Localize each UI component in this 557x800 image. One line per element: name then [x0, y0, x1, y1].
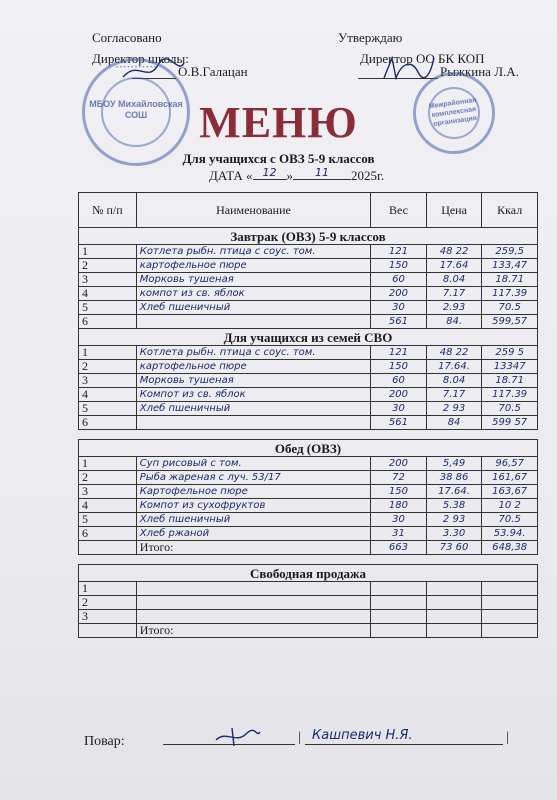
dish-name: Итого:: [136, 541, 370, 555]
dish-name: Хлеб пшеничный: [136, 513, 370, 527]
section-gap: [79, 430, 538, 440]
cook-name-bracket-right: |: [506, 730, 509, 745]
table-row: [79, 416, 538, 430]
dish-weight: 30: [371, 402, 427, 416]
dish-kcal: 259 5: [482, 346, 538, 360]
table-row: [79, 287, 538, 301]
dish-name: Морковь тушеная: [136, 273, 370, 287]
row-number: 3: [79, 485, 137, 499]
dish-kcal: 70.5: [482, 402, 538, 416]
table-row: [79, 596, 538, 610]
row-number: 2: [79, 471, 137, 485]
dish-name: картофельное пюре: [136, 360, 370, 374]
dish-weight: 30: [371, 513, 427, 527]
dish-price: 3.30: [426, 527, 482, 541]
dish-kcal: [482, 582, 538, 596]
dish-kcal: 133,47: [482, 259, 538, 273]
row-number: 2: [79, 259, 137, 273]
dish-weight: 60: [371, 273, 427, 287]
cook-name: Кашпевич Н.Я.: [312, 728, 413, 743]
row-number: 2: [79, 596, 137, 610]
table-row: [79, 499, 538, 513]
row-number: 3: [79, 374, 137, 388]
dish-price: 5.38: [426, 499, 482, 513]
dish-weight: 561: [371, 416, 427, 430]
table-row: [79, 374, 538, 388]
row-number: 3: [79, 273, 137, 287]
dish-name: картофельное пюре: [136, 259, 370, 273]
dish-kcal: 259,5: [482, 245, 538, 259]
dish-price: 48 22: [426, 245, 482, 259]
dish-weight: [371, 596, 427, 610]
dish-weight: 663: [371, 541, 427, 555]
dish-name: Итого:: [136, 624, 370, 638]
dish-price: 2 93: [426, 513, 482, 527]
dish-kcal: 599 57: [482, 416, 538, 430]
row-number: 6: [79, 416, 137, 430]
dish-kcal: 10 2: [482, 499, 538, 513]
dish-weight: 200: [371, 388, 427, 402]
dish-price: 84: [426, 416, 482, 430]
table-row: [79, 582, 538, 596]
col-weight-header: Вес: [371, 193, 427, 228]
date-month: 11: [293, 166, 351, 180]
dish-kcal: 70.5: [482, 301, 538, 315]
dish-name: Суп рисовый с том.: [136, 457, 370, 471]
section-title: Свободная продажа: [79, 565, 538, 582]
menu-table-body: [79, 228, 538, 638]
left-school-stamp-icon: • • • • • • • • • • • МБОУ Михайловская СОШ: [82, 58, 190, 166]
dish-weight: [371, 624, 427, 638]
right-org-stamp-icon: Межрайонная комплексная организация: [408, 67, 501, 160]
row-number: 6: [79, 315, 137, 329]
dish-kcal: 163,67: [482, 485, 538, 499]
row-number: 1: [79, 346, 137, 360]
row-number: 4: [79, 499, 137, 513]
cook-signature-icon: [212, 726, 262, 748]
dish-price: 8.04: [426, 273, 482, 287]
dish-price: 48 22: [426, 346, 482, 360]
left-approval-title: Согласовано: [92, 30, 162, 45]
section-title: Обед (ОВЗ): [79, 440, 538, 457]
table-row: [79, 273, 538, 287]
cook-label: Повар:: [84, 734, 125, 749]
col-name-header: Наименование: [136, 193, 370, 228]
section-header-row: [79, 329, 538, 346]
table-row: [79, 541, 538, 555]
dish-kcal: 96,57: [482, 457, 538, 471]
dish-price: 38 86: [426, 471, 482, 485]
dish-weight: 150: [371, 259, 427, 273]
dish-price: 17.64.: [426, 485, 482, 499]
table-row: [79, 346, 538, 360]
table-row: [79, 259, 538, 273]
dish-price: [426, 596, 482, 610]
dish-price: 8.04: [426, 374, 482, 388]
dish-kcal: 53.94.: [482, 527, 538, 541]
dish-price: 7.17: [426, 287, 482, 301]
row-number: 5: [79, 301, 137, 315]
dish-kcal: 599,57: [482, 315, 538, 329]
dish-price: 73 60: [426, 541, 482, 555]
page-title: МЕНЮ: [199, 98, 358, 147]
dish-name: Компот из св. яблок: [136, 388, 370, 402]
page-subtitle: Для учащихся с ОВЗ 5-9 классов: [182, 151, 375, 166]
dish-weight: 150: [371, 485, 427, 499]
col-kcal-header: Ккал: [482, 193, 538, 228]
dish-name: Морковь тушеная: [136, 374, 370, 388]
table-row: [79, 315, 538, 329]
dish-price: [426, 624, 482, 638]
left-approval-role: Директор школы:: [92, 51, 189, 66]
dish-kcal: 117.39: [482, 287, 538, 301]
section-gap: [79, 555, 538, 565]
dish-weight: 60: [371, 374, 427, 388]
dish-kcal: 648,38: [482, 541, 538, 555]
table-row: [79, 610, 538, 624]
dish-kcal: 13347: [482, 360, 538, 374]
right-approval-role: Директор ОО БК КОП: [360, 51, 485, 66]
row-number: 1: [79, 457, 137, 471]
dish-weight: 30: [371, 301, 427, 315]
row-number: 5: [79, 402, 137, 416]
table-row: [79, 471, 538, 485]
table-row: [79, 245, 538, 259]
cook-name-line: [305, 744, 503, 745]
dish-name: [136, 416, 370, 430]
row-number: 1: [79, 245, 137, 259]
dish-weight: 180: [371, 499, 427, 513]
dish-price: [426, 582, 482, 596]
row-number: 5: [79, 513, 137, 527]
dish-price: 5,49: [426, 457, 482, 471]
dish-name: Хлеб пшеничный: [136, 402, 370, 416]
dish-kcal: [482, 624, 538, 638]
section-header-row: [79, 440, 538, 457]
section-title: Для учащихся из семей СВО: [79, 329, 538, 346]
dish-kcal: [482, 610, 538, 624]
row-number: 2: [79, 360, 137, 374]
table-row: [79, 402, 538, 416]
menu-table: [78, 192, 538, 638]
dish-price: 84.: [426, 315, 482, 329]
dish-weight: 121: [371, 346, 427, 360]
dish-kcal: 70.5: [482, 513, 538, 527]
row-number: [79, 624, 137, 638]
dish-name: Котлета рыбн. птица с соус. том.: [136, 346, 370, 360]
date-line: ДАТА « 12 » 11 2025г.: [209, 166, 385, 183]
dish-kcal: [482, 596, 538, 610]
dish-price: 7.17: [426, 388, 482, 402]
dish-name: Хлеб пшеничный: [136, 301, 370, 315]
row-number: 3: [79, 610, 137, 624]
dish-weight: 200: [371, 457, 427, 471]
dish-name: Картофельное пюре: [136, 485, 370, 499]
dish-name: Хлеб ржаной: [136, 527, 370, 541]
dish-weight: 561: [371, 315, 427, 329]
dish-name: [136, 596, 370, 610]
table-row: [79, 457, 538, 471]
dish-name: [136, 582, 370, 596]
dish-kcal: 18.71: [482, 374, 538, 388]
row-number: 6: [79, 527, 137, 541]
table-header-row: [79, 193, 538, 228]
dish-price: 2 93: [426, 402, 482, 416]
table-row: [79, 301, 538, 315]
dish-name: [136, 315, 370, 329]
table-row: [79, 485, 538, 499]
table-row: [79, 624, 538, 638]
dish-name: компот из св. яблок: [136, 287, 370, 301]
right-approval-title: Утверждаю: [338, 30, 403, 45]
dish-name: Компот из сухофруктов: [136, 499, 370, 513]
row-number: 1: [79, 582, 137, 596]
dish-price: 17.64: [426, 259, 482, 273]
section-header-row: [79, 228, 538, 245]
cook-name-bracket-left: |: [298, 730, 301, 745]
dish-weight: [371, 610, 427, 624]
section-header-row: [79, 565, 538, 582]
dish-weight: 121: [371, 245, 427, 259]
section-title: Завтрак (ОВЗ) 5-9 классов: [79, 228, 538, 245]
dish-weight: 200: [371, 287, 427, 301]
right-approval-name: Рыжкина Л.А.: [440, 64, 519, 79]
dish-weight: 72: [371, 471, 427, 485]
table-row: [79, 388, 538, 402]
row-number: 4: [79, 388, 137, 402]
dish-name: [136, 610, 370, 624]
dish-price: [426, 610, 482, 624]
dish-kcal: 117.39: [482, 388, 538, 402]
col-price-header: Цена: [426, 193, 482, 228]
dish-weight: [371, 582, 427, 596]
date-day: 12: [253, 166, 287, 180]
dish-price: 2.93: [426, 301, 482, 315]
table-row: [79, 513, 538, 527]
dish-kcal: 161,67: [482, 471, 538, 485]
left-approval-name: О.В.Галацан: [178, 64, 248, 79]
dish-name: Рыба жареная с луч. 53/17: [136, 471, 370, 485]
dish-weight: 150: [371, 360, 427, 374]
table-row: [79, 360, 538, 374]
table-row: [79, 527, 538, 541]
row-number: 4: [79, 287, 137, 301]
row-number: [79, 541, 137, 555]
dish-price: 17.64.: [426, 360, 482, 374]
dish-kcal: 18.71: [482, 273, 538, 287]
dish-name: Котлета рыбн. птица с соус. том.: [136, 245, 370, 259]
dish-weight: 31: [371, 527, 427, 541]
col-number-header: № п/п: [79, 193, 137, 228]
